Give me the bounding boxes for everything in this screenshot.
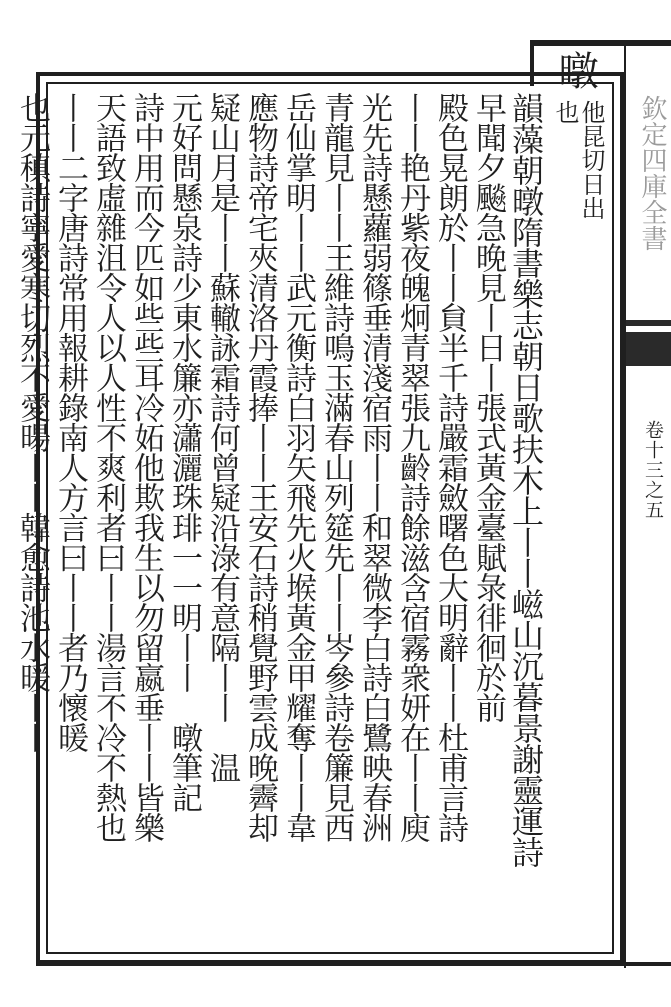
text-column-10: 元好問懸泉詩少東水簾亦瀟灑珠琲一一明丨丨 暾筆記 [166, 92, 202, 812]
text-column-5: 光先詩懸蘿弱篠垂清淺宿雨丨丨和翠微李白詩白鷺映春洲 [356, 92, 392, 842]
bottom-border-rule [36, 962, 671, 966]
text-column-2: 早聞夕飈急晚見丨日丨張式黃金臺賦彔徘徊於前 [470, 92, 506, 722]
margin-volume-label: 卷十三之五 [642, 420, 664, 520]
text-column-13: 丨丨二字唐詩常用報耕錄南人方言曰丨丨者乃懷暖 [52, 92, 88, 752]
text-column-9: 疑山月是丨丨蘇轍詠霜詩何曾疑沿淥有意隔丨丨 温 [204, 92, 240, 782]
text-column-8: 應物詩帝宅夾清洛丹霞捧丨丨王安石詩稍覺野雲成晚霽却 [242, 92, 278, 842]
text-column-1: 韻藻朝暾隋書樂志朝日歌扶木上丨丨嵫山沉暮景謝靈運詩 [507, 92, 545, 867]
entry-head-character: 暾 [552, 50, 598, 90]
text-column-4: 丨丨艳丹紫夜魄炯青翠張九齡詩餘滋含宿霧衆妍在丨丨庾 [394, 92, 430, 842]
fish-tail-mark-gap [626, 326, 671, 332]
top-border-rule [530, 40, 671, 46]
text-column-3: 殿色晃朗於丨丨貟半千詩嚴霜斂曙色大明辭丨丨杜甫言詩 [432, 92, 468, 842]
text-column-12: 天語致虛雜沮令人以人性不爽利者曰丨丨湯言不冷不熱也 [90, 92, 126, 842]
text-column-7: 岳仙掌明丨丨武元衡詩白羽矢飛先火堠黃金甲耀奪丨丨韋 [280, 92, 316, 842]
entry-pronunciation-note: 他昆切日出也 [551, 100, 605, 220]
text-column-14: 也元稹詩寧愛寒切烈不愛暘丨丨韓愈詩池水暖丨丨 [14, 92, 50, 752]
text-column-11: 詩中用而今匹如些些耳冷妬他欺我生以勿留嬴垂丨丨皆樂 [128, 92, 164, 842]
text-column-6: 青龍見丨丨王維詩鳴玉滿春山列筵先丨丨岑參詩卷簾見西 [318, 92, 354, 842]
margin-book-title: 欽定四庫全書 [637, 95, 667, 251]
margin-divider-rule [624, 40, 626, 968]
